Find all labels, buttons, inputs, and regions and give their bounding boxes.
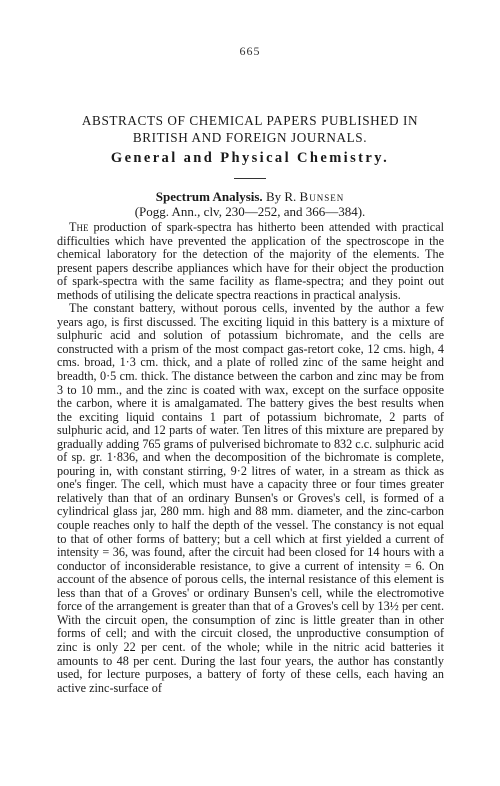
section-heading: General and Physical Chemistry. bbox=[110, 150, 390, 166]
article-author: Bunsen bbox=[299, 189, 345, 204]
page-number: 665 bbox=[239, 44, 261, 58]
journal-heading: ABSTRACTS OF CHEMICAL PAPERS PUBLISHED IN BRITISH AND FOREIGN JOURNALS. bbox=[81, 113, 419, 145]
paragraph-1-lead: The bbox=[69, 220, 89, 234]
paragraph-2: The constant battery, without porous cells, invented by the author a few years ago, is first discussed. The exciting liquid in this battery is a mixture of sulphuric acid and solution of potassium bichromate, and the cells are constructed with a prism of the most compact gas-retort coke, 12 cms. high, 4 cms. broad, 1·3 cm. thick, and a plate of rolled zinc of the same height and breadth, 0·5 cm. thick. The distance between the carbon and zinc may be from 3 to 10 mm., and the zinc is coated with wax, except on the surface opposite the carbon, where it is amalgamated. The battery gives the best results when the exciting liquid contains 1 part of potassium bichromate, 2 parts of sulphuric acid, and 12 parts of water. Ten litres of this mixture are prepared by gradually adding 765 grams of pulverised bichromate to 832 c.c. sulphuric acid of sp. gr. 1·836, and when the decomposition of the bichromate is complete, pouring in, with constant stirring, 9·2 litres of water, in a stream as thick as one's finger. The cell, which must have a capacity three or four times greater relatively than that of an ordinary Bunsen's or Groves's cell, is formed of a cylindrical glass jar, 280 mm. high and 88 mm. diameter, and the zinc-carbon couple reaches only to half the depth of the vessel. The constancy is not equal to that of other forms of battery; but a cell which at first yielded a current of intensity = 36, was found, after the circuit had been closed for 14 hours with a conductor of inconsiderable resistance, to give a current of intensity = 6. On account of the absence of porous cells, the internal resistance of this element is less than that of a Groves' or ordinary Bunsen's cell, while the electromotive force of the arrangement is greater than that of a Groves's cell by 13½ per cent. With the circuit open, the consumption of zinc is little greater than in other forms of cell; and with the circuit closed, the unproductive consumption of zinc is only 22 per cent. of the whole; while in the nitric acid batteries it amounts to 48 per cent. During the last four years, the author has constantly used, for lecture purposes, a battery of forty of these cells, each having an active zinc-surface of bbox=[57, 301, 444, 695]
section-divider bbox=[234, 178, 266, 179]
paragraph-1-text: production of spark-spectra has hitherto been attended with practical difficulties which have prevented the application of the spectroscope in the chemical laboratory for the detection of the majority of the elements. The present papers describe appliances which have for their object the production of spark-spectra with the same facility as flame-spectra; and they point out methods of utilising the delicate spectra reactions in practical analysis. bbox=[57, 220, 444, 302]
article-body bbox=[57, 221, 444, 695]
article-citation: (Pogg. Ann., clv, 230—252, and 366—384). bbox=[134, 204, 366, 219]
article-byline: By R. bbox=[265, 189, 297, 204]
paragraph-1 bbox=[57, 221, 444, 302]
article-title-line bbox=[0, 190, 500, 204]
article-title: Spectrum Analysis. bbox=[155, 189, 263, 204]
